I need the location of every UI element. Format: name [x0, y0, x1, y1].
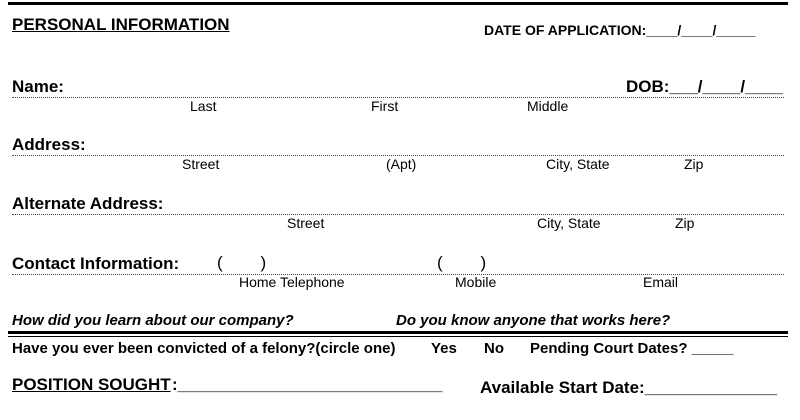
learn-about-company-question[interactable]: How did you learn about our company?: [12, 312, 294, 329]
address-label: Address:: [12, 135, 86, 154]
name-label: Name:: [12, 77, 64, 96]
alternate-address-sub-city-state: City, State: [537, 215, 601, 231]
address-sub-apt: (Apt): [386, 156, 417, 172]
home-telephone-area-code[interactable]: ( ): [217, 253, 267, 272]
felony-question: Have you ever been convicted of a felony?(circle one): [12, 340, 396, 357]
divider-thick: [8, 331, 788, 334]
contact-sub-mobile: Mobile: [455, 274, 497, 290]
top-border: [8, 2, 788, 5]
name-sub-middle: Middle: [527, 98, 569, 114]
address-sub-city-state: City, State: [546, 156, 610, 172]
contact-sub-home-telephone: Home Telephone: [239, 274, 345, 290]
alternate-address-sub-zip: Zip: [675, 215, 695, 231]
name-sub-first: First: [371, 98, 399, 114]
alternate-address-line[interactable]: [12, 214, 784, 215]
contact-information-label: Contact Information:: [12, 254, 180, 273]
contact-sub-email: Email: [643, 274, 679, 290]
date-of-application-field[interactable]: DATE OF APPLICATION:____/____/_____: [484, 22, 756, 38]
felony-yes-option[interactable]: Yes: [431, 340, 457, 357]
section-title: PERSONAL INFORMATION: [12, 15, 230, 34]
know-anyone-question[interactable]: Do you know anyone that works here?: [396, 312, 671, 329]
pending-court-dates-field[interactable]: Pending Court Dates? _____: [530, 340, 734, 357]
position-sought-label: POSITION SOUGHT: [12, 375, 171, 394]
address-sub-street: Street: [182, 156, 220, 172]
dob-field[interactable]: DOB:___/____/____: [626, 77, 783, 96]
position-sought-field[interactable]: :____________________________: [172, 375, 443, 394]
mobile-area-code[interactable]: ( ): [437, 253, 487, 272]
address-sub-zip: Zip: [684, 156, 704, 172]
alternate-address-label: Alternate Address:: [12, 194, 164, 213]
alternate-address-sub-street: Street: [287, 215, 325, 231]
name-sub-last: Last: [190, 98, 217, 114]
divider-thin: [8, 336, 788, 337]
available-start-date-field[interactable]: Available Start Date:______________: [480, 378, 778, 397]
felony-no-option[interactable]: No: [484, 340, 504, 357]
